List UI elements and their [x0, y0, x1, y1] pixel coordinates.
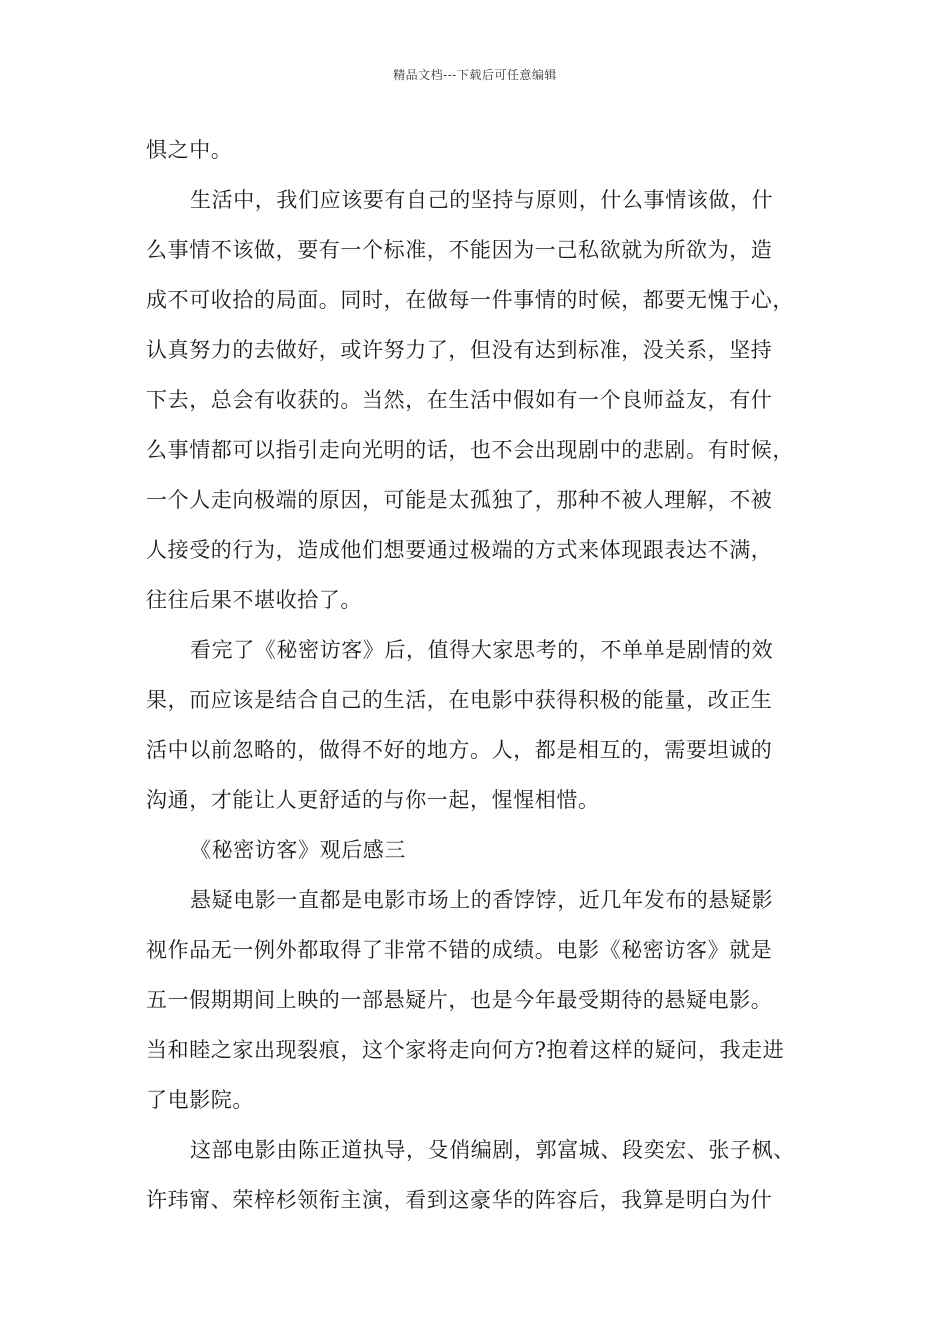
- page-header: 精品文档---下载后可任意编辑: [393, 68, 557, 82]
- text-line: 一个人走向极端的原因，可能是太孤独了，那种不被人理解，不被: [146, 488, 773, 512]
- section-heading: 《秘密访客》观后感三: [190, 838, 406, 862]
- text-line: 么事情不该做，要有一个标准，不能因为一己私欲就为所欲为，造: [146, 238, 773, 262]
- text-line: 沟通，才能让人更舒适的与你一起，惺惺相惜。: [146, 788, 600, 812]
- text-line: 许玮甯、荣梓杉领衔主演，看到这豪华的阵容后，我算是明白为什: [146, 1188, 773, 1212]
- text-line: 往往后果不堪收拾了。: [146, 588, 362, 612]
- text-line: 看完了《秘密访客》后，值得大家思考的，不单单是剧情的效: [190, 638, 774, 662]
- text-line: 惧之中。: [146, 138, 233, 162]
- text-line: 视作品无一例外都取得了非常不错的成绩。电影《秘密访客》就是: [146, 938, 773, 962]
- text-line: 悬疑电影一直都是电影市场上的香饽饽，近几年发布的悬疑影: [190, 888, 774, 912]
- text-line: 五一假期期间上映的一部悬疑片，也是今年最受期待的悬疑电影。: [146, 988, 773, 1012]
- text-line: 人接受的行为，造成他们想要通过极端的方式来体现跟表达不满，: [146, 538, 773, 562]
- text-line: 认真努力的去做好，或许努力了，但没有达到标准，没关系，坚持: [146, 338, 773, 362]
- text-line: 么事情都可以指引走向光明的话，也不会出现剧中的悲剧。有时候，: [146, 438, 794, 462]
- text-line: 了电影院。: [146, 1088, 254, 1112]
- text-line: 这部电影由陈正道执导，殳俏编剧，郭富城、段奕宏、张子枫、: [190, 1138, 795, 1162]
- text-line: 成不可收拾的局面。同时，在做每一件事情的时候，都要无愧于心，: [146, 288, 794, 312]
- text-line: 当和睦之家出现裂痕，这个家将走向何方?抱着这样的疑问，我走进: [146, 1038, 785, 1062]
- text-line: 活中以前忽略的，做得不好的地方。人，都是相互的，需要坦诚的: [146, 738, 773, 762]
- text-line: 果，而应该是结合自己的生活，在电影中获得积极的能量，改正生: [146, 688, 773, 712]
- text-line: 生活中，我们应该要有自己的坚持与原则，什么事情该做，什: [190, 188, 774, 212]
- text-line: 下去，总会有收获的。当然，在生活中假如有一个良师益友，有什: [146, 388, 773, 412]
